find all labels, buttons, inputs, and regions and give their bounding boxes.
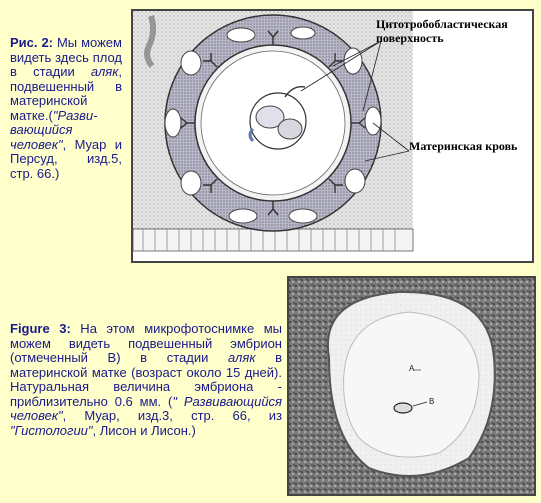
embryo-drawing — [133, 11, 532, 261]
figure-2-caption — [10, 36, 122, 181]
cytotrophoblast-surface-label: Цитотробобластическая поверхность — [376, 17, 508, 45]
caption-italic: аляк — [90, 64, 119, 79]
figure-3-prefix: Figure 3: — [10, 321, 71, 336]
figure-3-caption — [10, 322, 282, 438]
micrograph-label-b: B — [429, 397, 435, 406]
caption-text: в материнской матке (возраст около 15 дней). Натуральная величина эмбриона - приблизительно 0.6 мм. ( — [10, 350, 282, 409]
figure-2-prefix: Рис. 2: — [10, 35, 54, 50]
caption-text: , Муар и Персуд, изд.5, стр. 66.) — [10, 136, 122, 181]
maternal-blood-label: Материнская кровь — [409, 139, 518, 153]
caption-text: , Муар, изд.3, стр. 66, из — [62, 408, 282, 423]
caption-italic: " Развивающийся человек" — [10, 393, 282, 423]
micrograph-label-a: A — [409, 364, 415, 373]
caption-text: , Лисон и Лисон.) — [92, 422, 196, 438]
caption-text: Мы можем видеть здесь плод в стадии — [10, 35, 122, 79]
caption-italic: "Гистологии" — [10, 422, 93, 438]
micrograph-image — [289, 278, 534, 494]
caption-italic: "Разви-вающийся человек" — [10, 107, 98, 152]
caption-italic: аляк — [227, 350, 256, 365]
figure-3-micrograph — [287, 276, 536, 496]
caption-text: На этом микрофотоснимке мы можем видеть подвешенный эмбрион (отмеченный B) в стадии — [10, 321, 282, 365]
caption-text: , подвешенный в материнской матке.( — [10, 64, 122, 123]
figure-2-illustration — [131, 9, 534, 263]
